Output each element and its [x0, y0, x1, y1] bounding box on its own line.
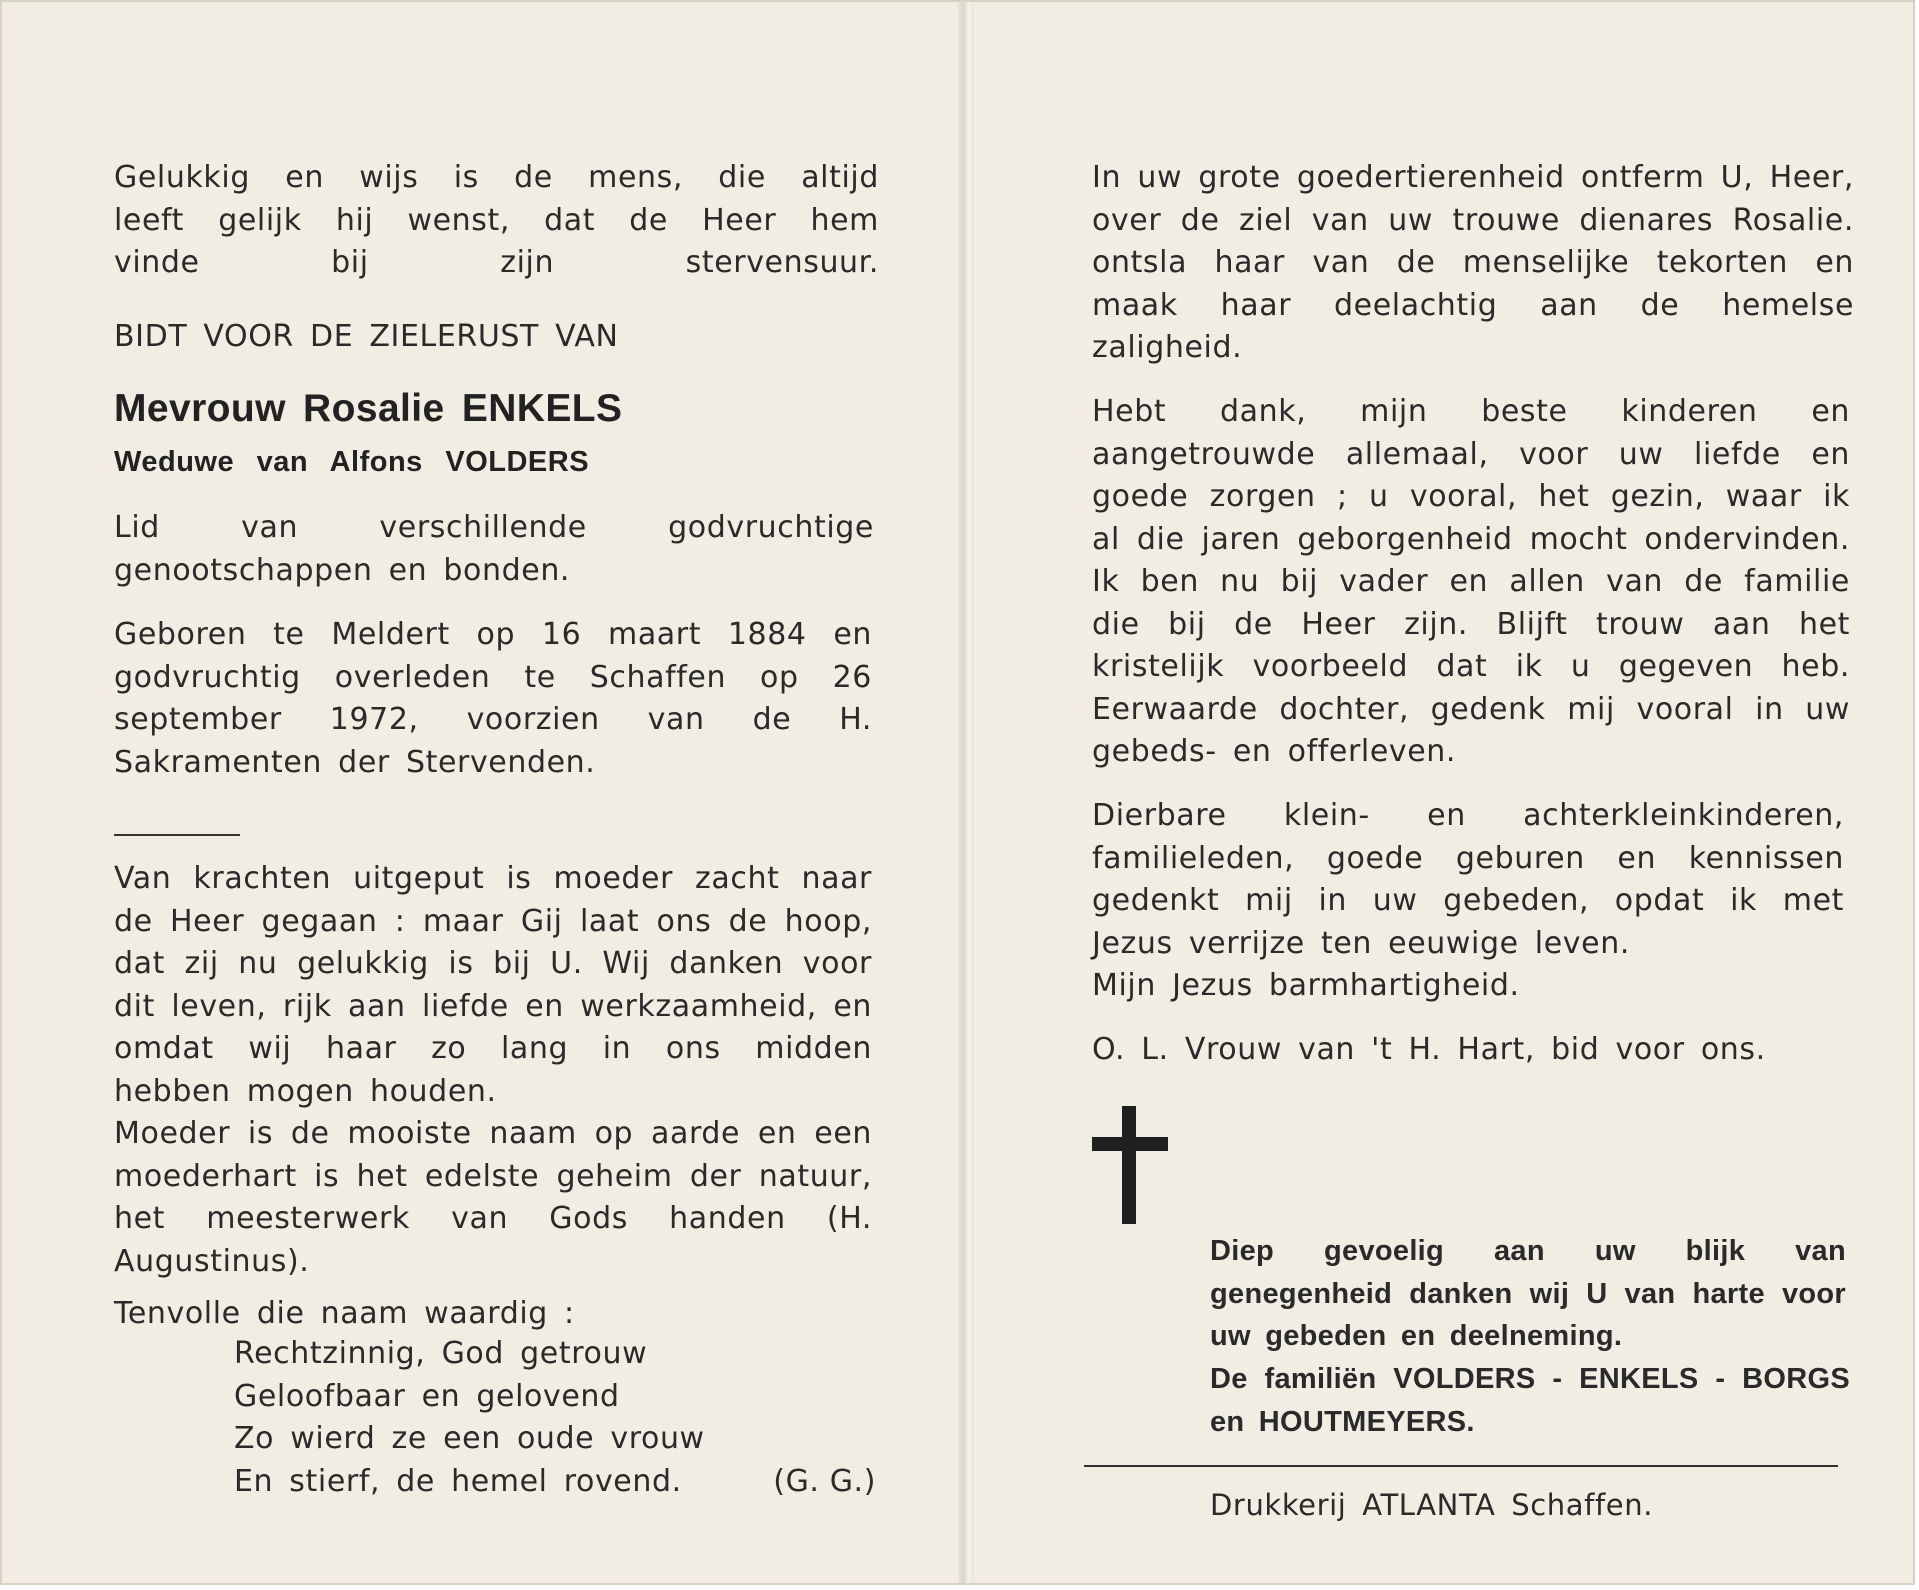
membership-text: Lid van verschillende godvruchtige genootschappen en bonden. [114, 510, 874, 588]
printer-credit: Drukkerij ATLANTA Schaffen. [1210, 1488, 1654, 1522]
divider-long [1084, 1465, 1838, 1467]
divider-short [114, 834, 240, 836]
invocation-mercy: Mijn Jezus barmhartigheid. [1092, 968, 1520, 1003]
mother-paragraph: Van krachten uitgeput is moeder zacht naar de Heer gegaan : maar Gij laat ons de hoop, dat zij nu gelukkig is bij U. Wij danken voor dit leven, rijk aan liefde en werkzaamheid, en omdat wij haar zo lang in ons midden hebben mogen houden. [114, 861, 872, 1109]
prayer-heading: BIDT VOOR DE ZIELERUST VAN [114, 319, 619, 354]
deceased-name: Mevrouw Rosalie ENKELS [114, 387, 623, 430]
poem-intro: Tenvolle die naam waardig : [114, 1296, 575, 1331]
grandchildren-paragraph: Dierbare klein- en achterkleinkinderen, familieleden, goede geburen en kennissen gedenkt mij in uw gebeden, opdat ik met Jezus verrijze ten eeuwige leven. [1092, 798, 1844, 961]
poem-line: Zo wierd ze een oude vrouw [234, 1421, 705, 1456]
poem-line: Rechtzinnig, God getrouw [234, 1336, 648, 1371]
augustine-quote: Moeder is de mooiste naam op aarde en een moederhart is het edelste geheim der natuur, het meesterwerk van Gods handen (H. Augustinus). [114, 1116, 872, 1279]
poem-line: En stierf, de hemel rovend. [234, 1464, 682, 1499]
widow-line: Weduwe van Alfons VOLDERS [114, 446, 590, 478]
biography-text: Geboren te Meldert op 16 maart 1884 en godvruchtig overleden te Schaffen op 26 september 1972, voorzien van de H. Sakramenten der Stervenden. [114, 617, 872, 780]
prayer-paragraph: In uw grote goedertierenheid ontferm U, Heer, over de ziel van uw trouwe dienares Rosalie. ontsla haar van de menselijke tekorten en maak haar deelachtig aan de hemelse zaligheid. [1092, 160, 1854, 365]
families-line: De familiën VOLDERS - ENKELS - BORGS en HOUTMEYERS. [1210, 1363, 1850, 1438]
poem-attribution: (G. G.) [773, 1464, 876, 1499]
card-fold [958, 2, 974, 1583]
thanks-paragraph: Diep gevoelig aan uw blijk van genegenheid danken wij U van harte voor uw gebeden en deelneming. [1210, 1235, 1846, 1352]
invocation-sacred-heart: O. L. Vrouw van 't H. Hart, bid voor ons. [1092, 1032, 1766, 1067]
poem-line: Geloofbaar en gelovend [234, 1379, 620, 1414]
farewell-paragraph: Hebt dank, mijn beste kinderen en aangetrouwde allemaal, voor uw liefde en goede zorgen ; u vooral, het gezin, waar ik al die jaren geborgenheid mocht ondervinden. Ik ben nu bij vader en allen van de familie die bij de Heer zijn. Blijft trouw aan het kristelijk voorbeeld dat ik u gegeven heb. Eerwaarde dochter, gedenk mij vooral in uw gebeds- en offerleven. [1092, 394, 1850, 769]
opening-verse: Gelukkig en wijs is de mens, die altijd leeft gelijk hij wenst, dat de Heer hem vinde bij zijn stervensuur. [114, 160, 879, 280]
latin-cross-icon [1092, 1106, 1168, 1224]
